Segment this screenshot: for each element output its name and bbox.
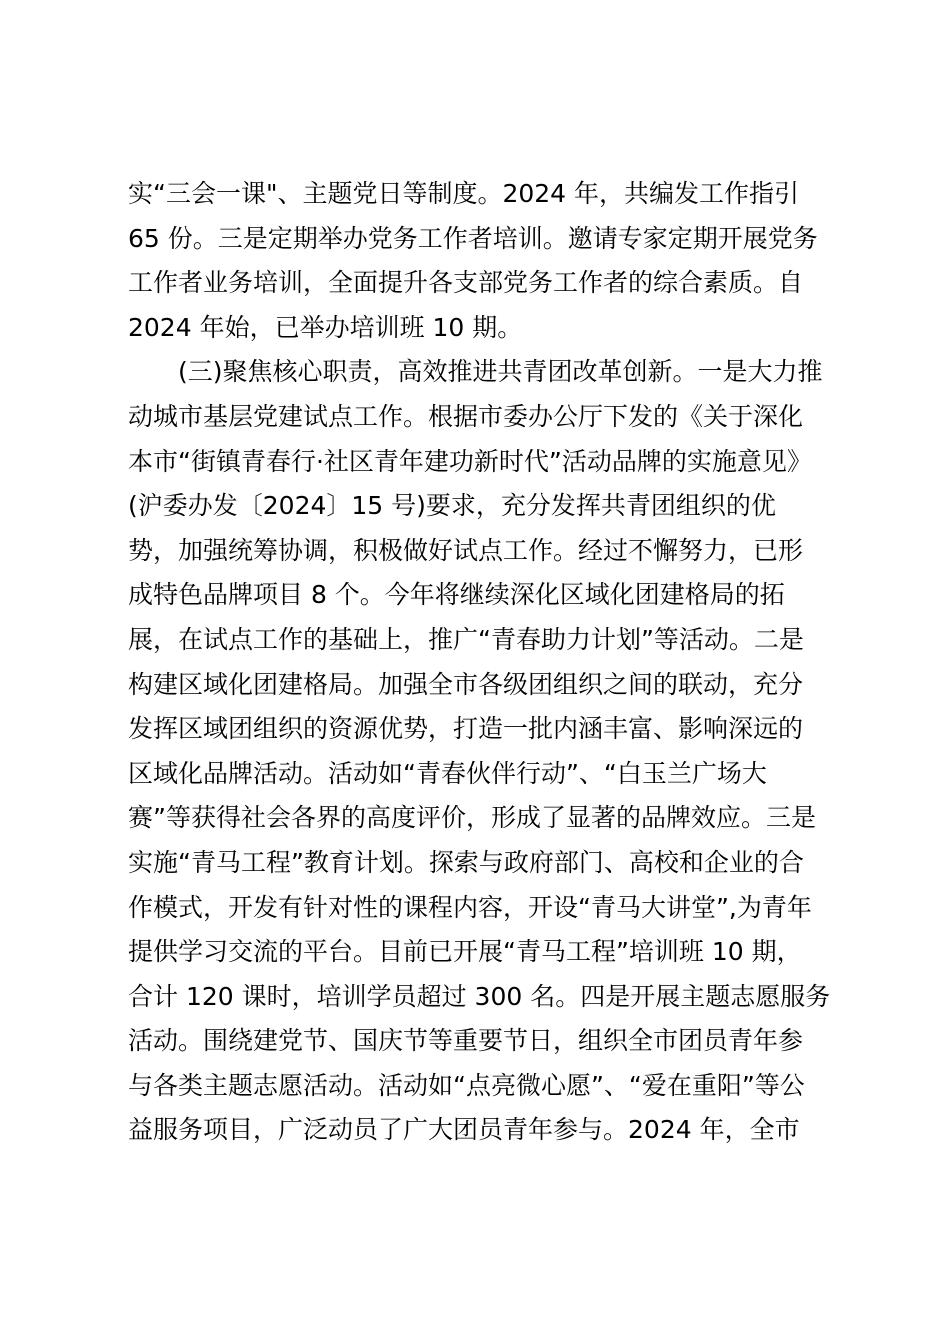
text-line: 实“三会一课"、主题党日等制度。2024 年，共编发工作指引 (128, 179, 800, 208)
text-line: 工作者业务培训，全面提升各支部党务工作者的综合素质。自 (128, 268, 804, 298)
text-line: 区域化品牌活动。活动如“青春伙伴行动”、“白玉兰广场大 (128, 758, 767, 788)
text-line: 赛”等获得社会各界的高度评价，形成了显著的品牌效应。三是 (128, 803, 816, 833)
text-line: 展，在试点工作的基础上，推广“青春助力计划”等活动。二是 (128, 624, 804, 654)
text-line: (沪委办发〔2024〕15 号)要求，充分发挥共青团组织的优 (128, 491, 776, 521)
text-line: 与各类主题志愿活动。活动如“点亮微心愿”、“爱在重阳”等公 (128, 1070, 805, 1100)
text-line: 作模式，开发有针对性的课程内容，开设“青马大讲堂”,为青年 (128, 892, 812, 922)
text-line: 成特色品牌项目 8 个。今年将继续深化区域化团建格局的拓 (128, 580, 785, 610)
text-line: 势，加强统筹协调，积极做好试点工作。经过不懈努力，已形 (128, 535, 804, 565)
text-line: 活动。围绕建党节、国庆节等重要节日，组织全市团员青年参 (128, 1026, 804, 1056)
text-line: 65 份。三是定期举办党务工作者培训。邀请专家定期开展党务 (128, 223, 818, 253)
text-line: 动城市基层党建试点工作。根据市委办公厅下发的《关于深化 (128, 401, 804, 431)
text-line: 构建区域化团建格局。加强全市各级团组织之间的联动，充分 (128, 669, 804, 699)
text-line: 合计 120 课时，培训学员超过 300 名。四是开展主题志愿服务 (128, 981, 831, 1011)
text-line: 提供学习交流的平台。目前已开展“青马工程”培训班 10 期， (128, 937, 802, 967)
text-line: 2024 年始，已举办培训班 10 期。 (128, 312, 523, 342)
text-line: 益服务项目，广泛动员了广大团员青年参与。2024 年，全市 (128, 1115, 800, 1145)
body-text (128, 172, 848, 1153)
text-line: 实施“青马工程”教育计划。探索与政府部门、高校和企业的合 (128, 847, 804, 877)
text-line: 本市“街镇青春行·社区青年建功新时代”活动品牌的实施意见》 (128, 446, 812, 476)
section-heading-line: (三)聚焦核心职责，高效推进共青团改革创新。一是大力推 (178, 357, 823, 387)
text-line: 发挥区域团组织的资源优势，打造一批内涵丰富、影响深远的 (128, 714, 804, 744)
